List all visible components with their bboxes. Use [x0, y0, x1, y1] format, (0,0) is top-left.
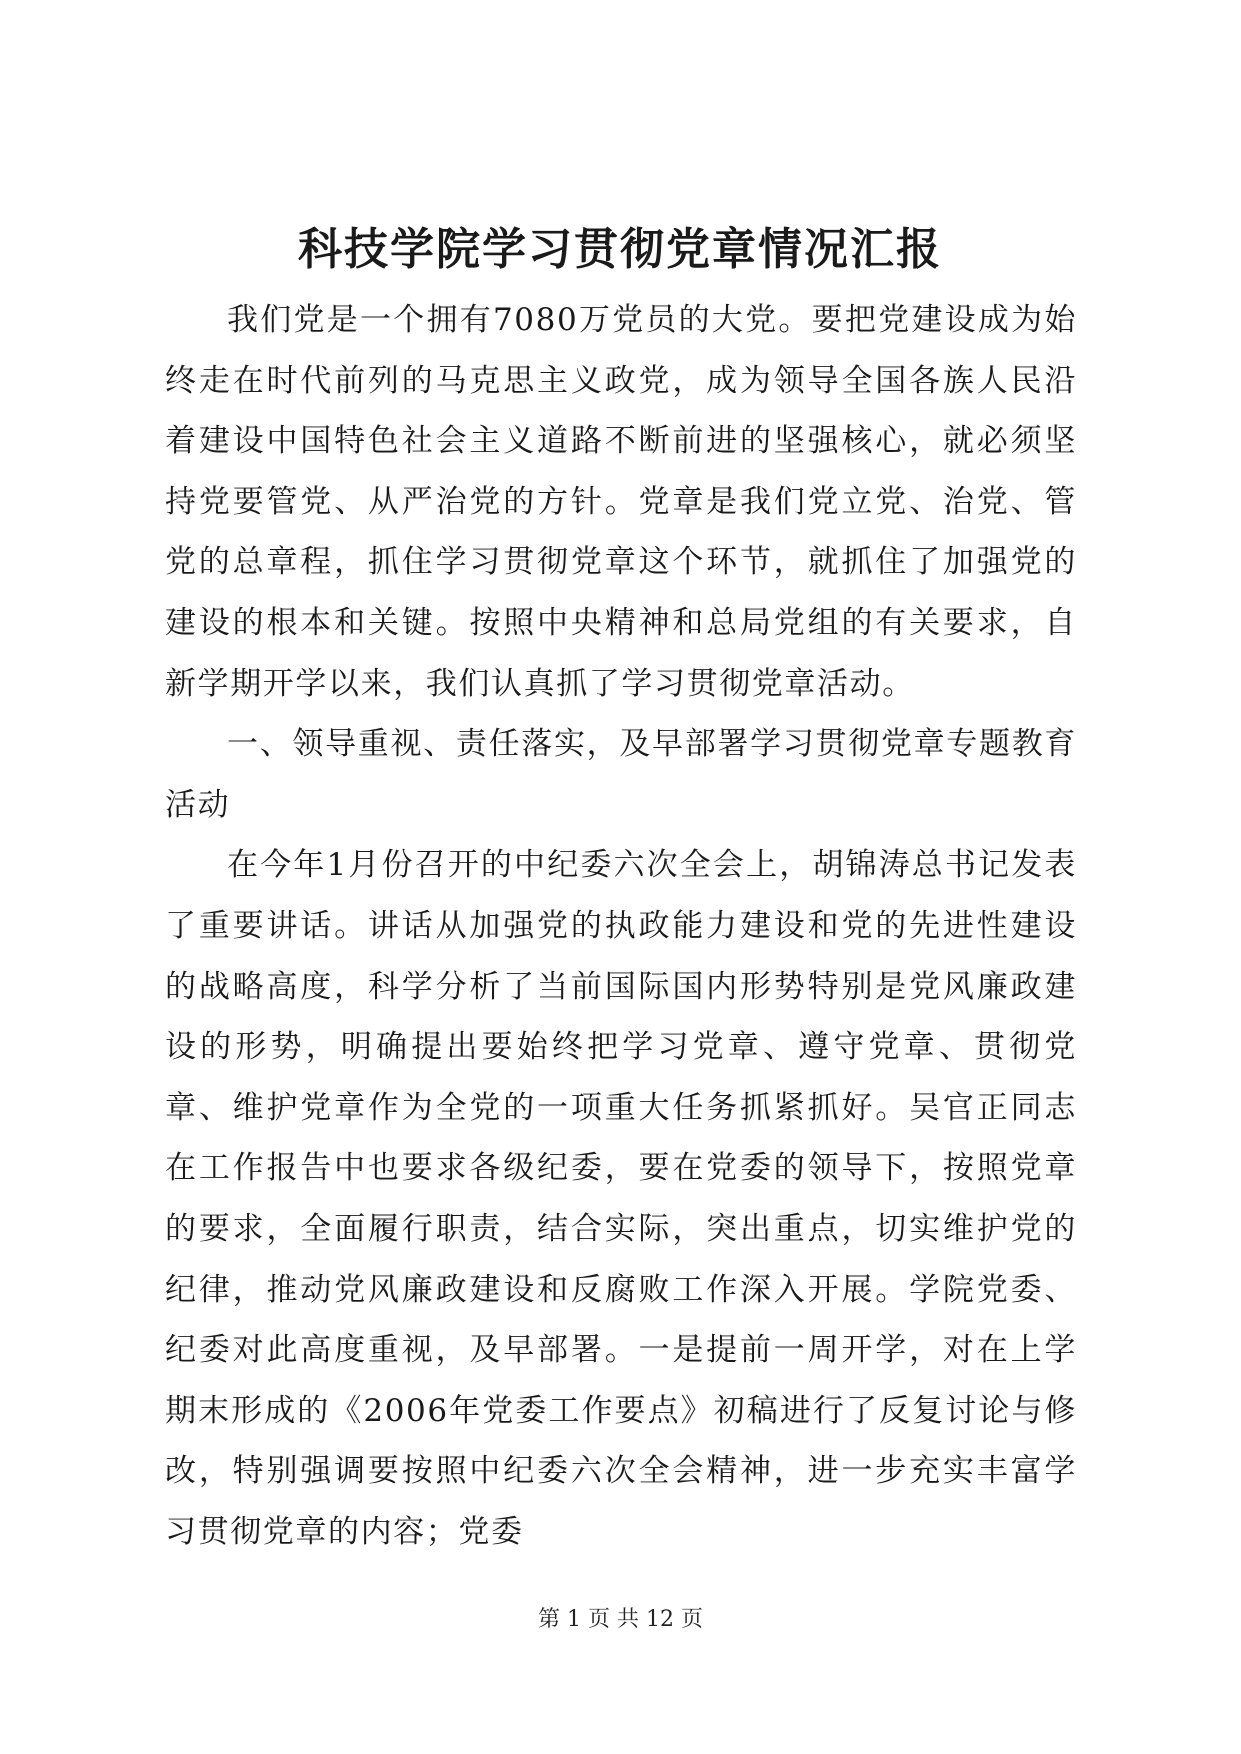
paragraph-intro: 我们党是一个拥有7080万党员的大党。要把党建设成为始终走在时代前列的马克思主义政党，成为领导全国各族人民沿着建设中国特色社会主义道路不断前进的坚强核心，就必须坚持党要管党、从严治党的方针。党章是我们党立党、治党、管党的总章程，抓住学习贯彻党章这个环节，就抓住了加强党的建设的根本和关键。按照中央精神和总局党组的有关要求，自新学期开学以来，我们认真抓了学习贯彻党章活动。: [165, 302, 1077, 702]
page-number-footer: 第 1 页 共 12 页: [538, 1607, 703, 1632]
section-heading-1: 一、领导重视、责任落实，及早部署学习贯彻党章专题教育活动: [165, 726, 1077, 823]
document-body: [165, 290, 1077, 1562]
document-title: 科技学院学习贯彻党章情况汇报: [298, 224, 942, 275]
paragraph-section-1: 在今年1月份召开的中纪委六次全会上，胡锦涛总书记发表了重要讲话。讲话从加强党的执政能力建设和党的先进性建设的战略高度，科学分析了当前国际国内形势特别是党风廉政建设的形势，明确提出要始终把学习党章、遵守党章、贯彻党章、维护党章作为全党的一项重大任务抓紧抓好。吴官正同志在工作报告中也要求各级纪委，要在党委的领导下，按照党章的要求，全面履行职责，结合实际，突出重点，切实维护党的纪律，推动党风廉政建设和反腐败工作深入开展。学院党委、纪委对此高度重视，及早部署。一是提前一周开学，对在上学期末形成的《2006年党委工作要点》初稿进行了反复讨论与修改，特别强调要按照中纪委六次全会精神，进一步充实丰富学习贯彻党章的内容；党委: [165, 847, 1077, 1550]
